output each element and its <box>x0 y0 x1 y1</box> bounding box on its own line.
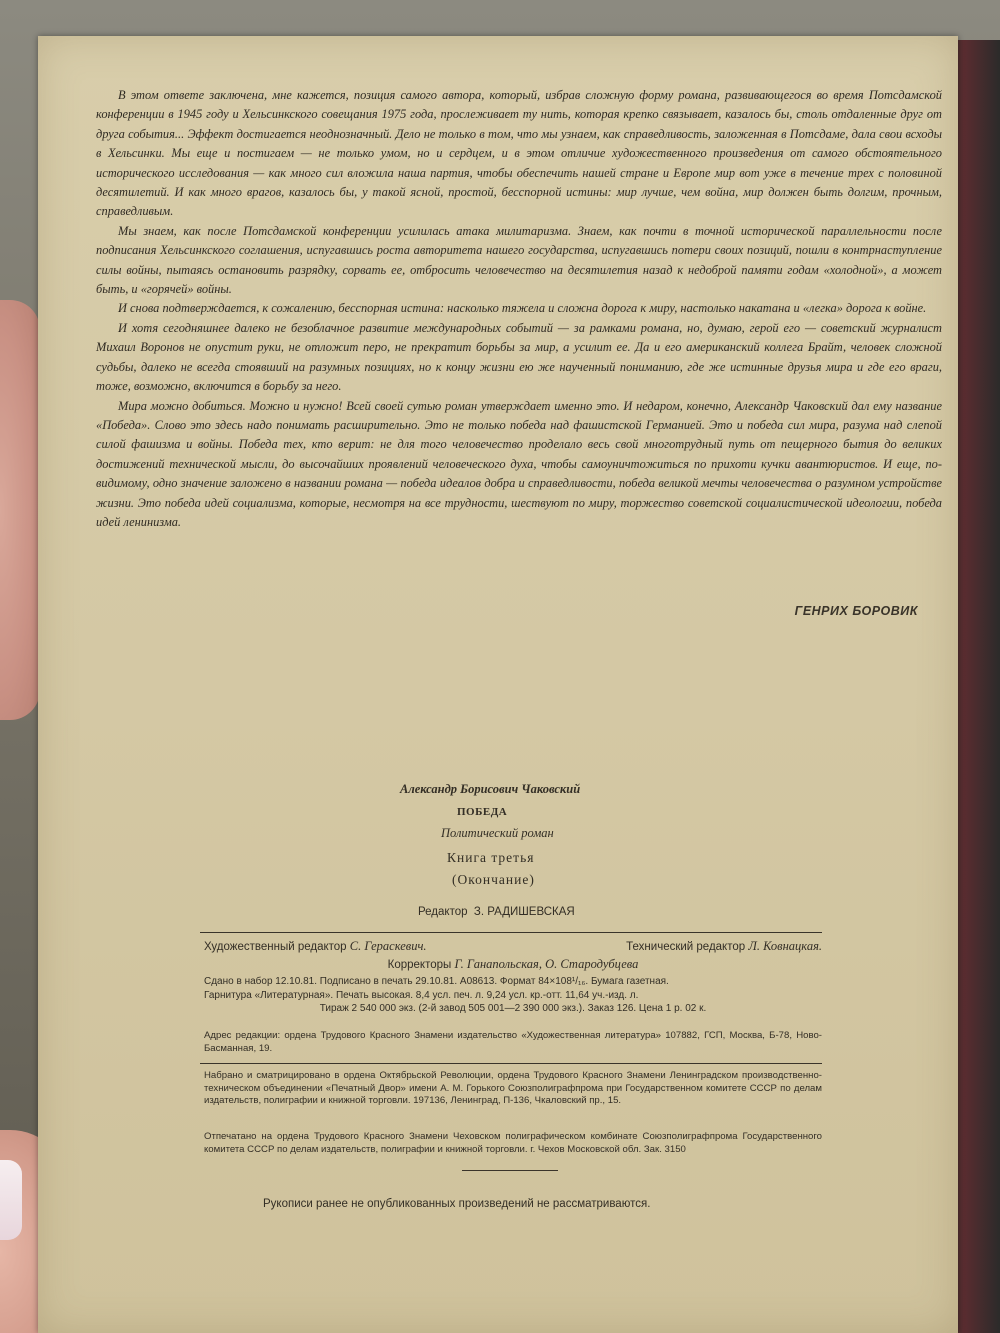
colophon-subtitle: Политический роман <box>441 826 554 840</box>
colophon-rule-short <box>462 1170 558 1171</box>
tech-editor-name: Л. Ковнацкая. <box>748 939 822 953</box>
paragraph-1: В этом ответе заключена, мне кажется, позиция самого автора, который, избрав сложную форму романа, развивающегося во время Потсдамской конференции в 1945 году и Хельсинкского совещания 1975 года, прослеживает ту нить, которая крепко связывает, казалось бы, столь отдаленные друг от друга события... Эффект достигается неоднозначный. Дело не только в том, что мы узнаем, как справедливость, заложенная в Потсдаме, дала свои всходы в Хельсинки. Мы еще и постигаем — не только умом, но и сердцем, и в этом отличие художественного произведения от самого обстоятельного исторического исследования — как много сил вложила наша партия, чтобы обеспечить нашей стране и Европе мир вот уже в течение трех с половиной десятилетий. И как много врагов, казалось бы, у такой ясной, простой, бесспорной истины: мир лучше, чем война, мир должен быть долгим, прочным, справедливым. <box>96 88 942 219</box>
printed-info: Отпечатано на ордена Трудового Красного Знамени Чеховском полиграфическом комбинате Союзполиграфпрома Государственного комитета СССР по делам издательств, полиграфии и книжной торговли. г. Чехов Московской обл. Зак. 3150 <box>204 1131 822 1155</box>
art-editor <box>204 938 427 956</box>
publisher-address: Адрес редакции: ордена Трудового Красного Знамени издательство «Художественная литература» 107882, ГСП, Москва, Б-78, Ново-Басманная, 19. <box>204 1030 822 1054</box>
paragraph-2: Мы знаем, как после Потсдамской конференции усилилась атака милитаризма. Знаем, как почти в точной исторической параллельности после подписания Хельсинкского соглашения, испугавшись роста авторитета нашего государства, испугавшись потери своих позиций, пошли в контрнаступление силы войны, пытаясь остановить разрядку, сорвать ее, отбросить человечество на десятилетия назад к недоброй памяти годам «холодной», а может быть, и «горячей» войны. <box>96 223 942 297</box>
fingernail <box>0 1160 22 1240</box>
article-signature: ГЕНРИХ БОРОВИК <box>794 604 918 618</box>
art-editor-label: Художественный редактор <box>204 941 347 953</box>
colophon-credits <box>204 938 822 974</box>
art-editor-name: С. Гераскевич. <box>349 939 427 953</box>
editor-name: З. РАДИШЕВСКАЯ <box>473 906 575 918</box>
paragraph-4: И хотя сегодняшнее далеко не безоблачное развитие международных событий — за рамками романа, но, думаю, герой его — советский журналист Михаил Воронов не опустит руки, не отложит перо, не прекратит борьбы за мир, а усилит ее. Да и его американский коллега Брайт, человек сложной судьбы, далеко не всегда стоявший на разумных позициях, но к концу жизни ею же наученный пониманию, где же истинные друзья мира и где его враги, тоже, возможно, включится в борьбу за него. <box>96 320 942 394</box>
colophon-author: Александр Борисович Чаковский <box>400 782 581 796</box>
paragraph-5: Мира можно добиться. Можно и нужно! Всей своей сутью роман утверждает именно это. И недаром, конечно, Александр Чаковский дал ему название «Победа». Слово это здесь надо понимать расширительно. Это не только победа над фашистской Германией. Это и победа сил мира, разума над слепой силой фашизма и войны. Победа тех, кто верит: не для того человечество проделало весь свой многотрудный путь от пещерного бытия до великих достижений технической мысли, до высочайших проявлений человеческого духа, чтобы самоуничтожиться по прихоти кучки авантюристов. И еще, по-видимому, одно значение заложено в названии романа — победа идеалов добра и справедливости, победа великой мечты человечества о разумном устройстве жизни. Это победа идей социализма, которые, несмотря на все трудности, шествуют по миру, торжество советской социалистической идеологии, победа идей ленинизма. <box>96 398 942 529</box>
colophon-title: ПОБЕДА <box>457 806 508 818</box>
paragraph-3: И снова подтверждается, к сожалению, бесспорная истина: насколько тяжела и сложна дорога к миру, настолько накатана и «легка» дорога к войне. <box>118 301 927 316</box>
print-specs-line-3: Тираж 2 540 000 экз. (2-й завод 505 001—2 390 000 экз.). Заказ 126. Цена 1 р. 02 к. <box>319 1003 707 1014</box>
typeset-info: Набрано и сматрицировано в ордена Октябрьской Революции, ордена Трудового Красного Знамени Ленинградском производственно-техническом объединении «Печатный Двор» имени А. М. Горького Союзполиграфпрома при Государственном комитете СССР по делам издательств, полиграфии и книжной торговли. 197136, Ленинград, П-136, Чкаловский пр., 15. <box>204 1070 822 1107</box>
colophon-editor <box>418 906 575 918</box>
holding-finger-top <box>0 300 40 720</box>
manuscripts-notice: Рукописи ранее не опубликованных произведений не рассматриваются. <box>263 1198 651 1210</box>
correctors-label: Корректоры <box>387 959 452 971</box>
correctors-names: Г. Ганапольская, О. Стародубцева <box>454 957 639 971</box>
correctors <box>204 956 822 974</box>
article-body <box>96 86 942 532</box>
tech-editor-label: Технический редактор <box>626 941 746 953</box>
print-specs-line-2: Гарнитура «Литературная». Печать высокая. 8,4 усл. печ. л. 9,24 усл. кр.-отт. 11,64 уч.-изд. л. <box>204 989 639 1001</box>
print-specs-line-1: Сдано в набор 12.10.81. Подписано в печать 29.10.81. А08613. Формат 84×108¹/₁₆. Бумага газетная. <box>204 976 669 987</box>
tech-editor <box>626 938 822 956</box>
print-specs <box>204 975 822 1016</box>
colophon-ending: (Окончание) <box>452 872 535 887</box>
colophon-rule-top <box>200 932 822 933</box>
editor-label: Редактор <box>418 906 468 918</box>
colophon-book-number: Книга третья <box>447 850 535 865</box>
colophon-rule-middle <box>200 1063 822 1064</box>
